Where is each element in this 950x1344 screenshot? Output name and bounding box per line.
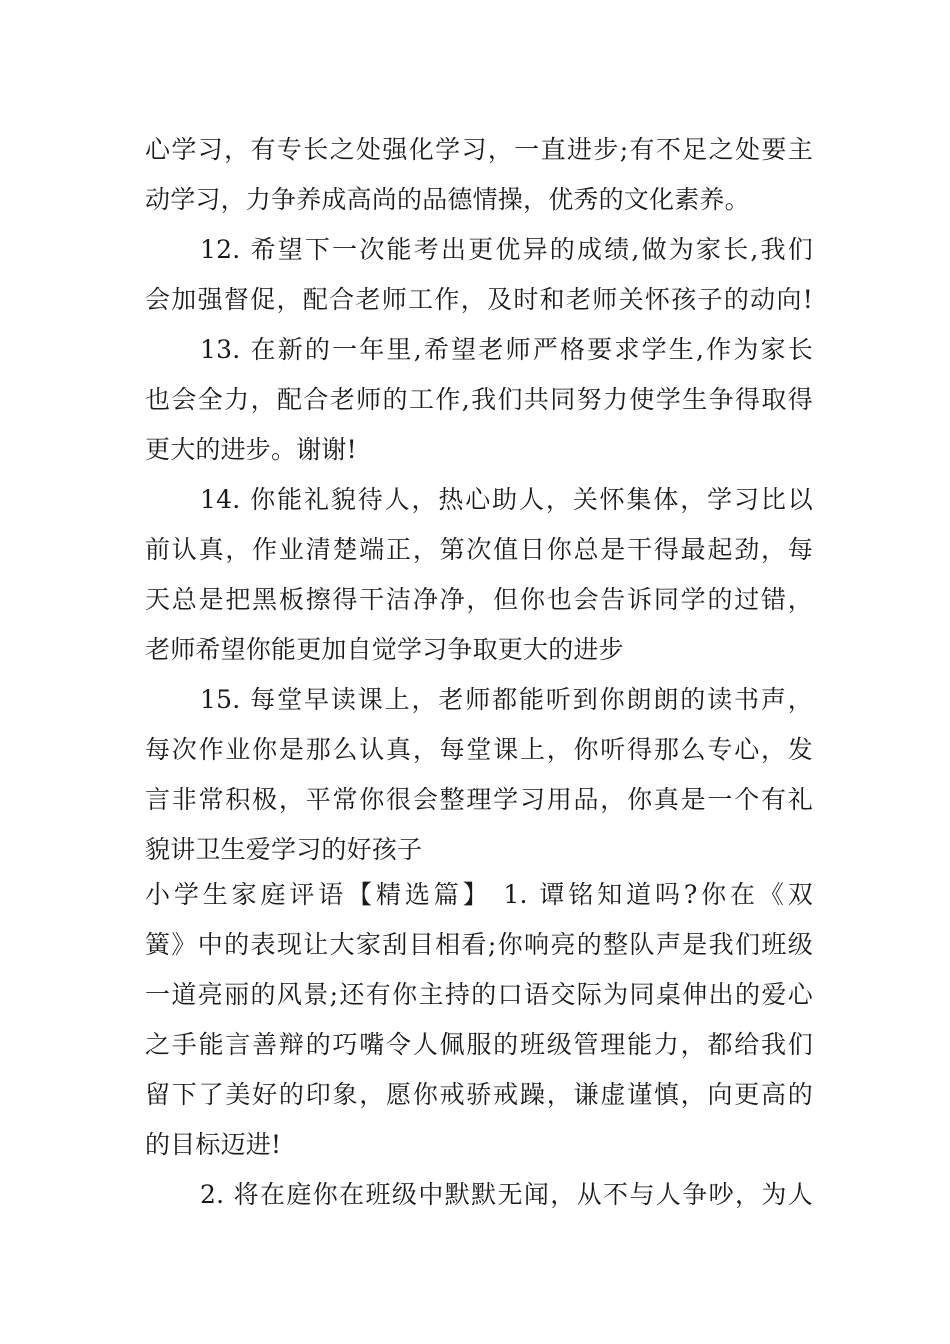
text-line: 前认真，作业清楚端正，第次值日你总是干得最起劲，每: [145, 535, 813, 564]
text-line: 留下了美好的印象，愿你戒骄戒躁，谦虚谨慎，向更高的: [145, 1080, 813, 1109]
text-line: 一道亮丽的风景;还有你主持的口语交际为同桌伸出的爱心: [145, 980, 813, 1009]
list-item-2-line: 2. 将在庭你在班级中默默无闻，从不与人争吵，为人: [200, 1180, 813, 1209]
text-line: 言非常积极，平常你很会整理学习用品，你真是一个有礼: [145, 785, 813, 814]
text-line: 更大的进步。谢谢!: [145, 435, 357, 464]
text-line: 天总是把黑板擦得干洁净净，但你也会告诉同学的过错，: [145, 585, 813, 614]
list-item-14-line: 14. 你能礼貌待人，热心助人，关怀集体，学习比以: [200, 485, 813, 514]
text-line: 之手能言善辩的巧嘴令人佩服的班级管理能力，都给我们: [145, 1030, 813, 1059]
text-line: 心学习，有专长之处强化学习，一直进步;有不足之处要主: [145, 135, 813, 164]
text-line: 貌讲卫生爱学习的好孩子: [145, 835, 423, 864]
text-line: 老师希望你能更加自觉学习争取更大的进步: [145, 635, 624, 664]
text-line: 动学习，力争养成高尚的品德情操，优秀的文化素养。: [145, 185, 750, 214]
section-heading-line: 小学生家庭评语【精选篇】 1. 谭铭知道吗?你在《双: [145, 880, 813, 909]
text-line: 也会全力，配合老师的工作,我们共同努力使学生争得取得: [145, 385, 813, 414]
list-item-12-line: 12. 希望下一次能考出更优异的成绩,做为家长,我们: [200, 235, 813, 264]
list-item-13-line: 13. 在新的一年里,希望老师严格要求学生,作为家长: [200, 335, 813, 364]
list-item-15-line: 15. 每堂早读课上，老师都能听到你朗朗的读书声，: [200, 685, 813, 714]
text-line: 会加强督促，配合老师工作，及时和老师关怀孩子的动向!: [145, 285, 813, 314]
text-line: 的目标迈进!: [145, 1130, 282, 1159]
text-line: 簧》中的表现让大家刮目相看;你响亮的整队声是我们班级: [145, 930, 813, 959]
text-line: 每次作业你是那么认真，每堂课上，你听得那么专心，发: [145, 735, 813, 764]
